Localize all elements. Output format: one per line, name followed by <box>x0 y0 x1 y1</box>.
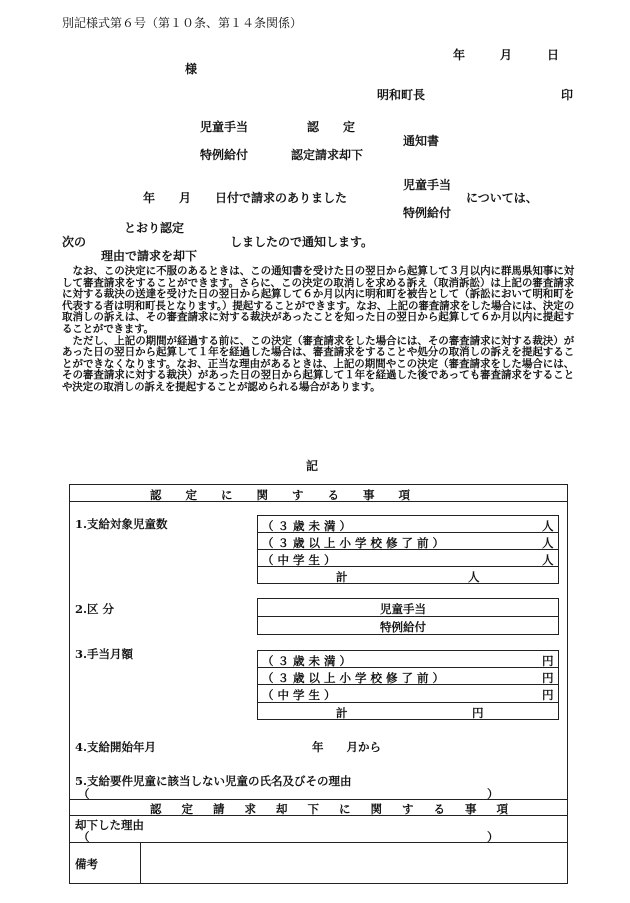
item5-paren-close: ） <box>487 787 499 801</box>
body-regarding: については、 <box>466 191 538 205</box>
item3-row-under12: （３歳以上小学校修了前） <box>262 671 448 685</box>
header-reject: 認定請求却下に関する事項 <box>150 802 528 816</box>
header-approval: 認定に関する事項 <box>150 488 434 502</box>
divider <box>69 501 568 502</box>
divider <box>140 842 141 884</box>
item1-row-under12: （３歳以上小学校修了前） <box>262 536 448 550</box>
remarks-label: 備考 <box>75 857 98 871</box>
item1-label: 1.支給対象児童数 <box>75 517 168 531</box>
reject-paren-close: ） <box>487 830 499 844</box>
reject-paren-open: （ <box>78 830 90 844</box>
body-date-part: 年 月 日付で請求のありました <box>143 191 348 205</box>
divider <box>69 799 568 800</box>
body-option-bottom: 理由で請求を却下 <box>101 249 198 263</box>
addressee: 様 <box>185 62 198 76</box>
item3-label: 3.手当月額 <box>75 647 134 661</box>
item1-unit-1: 人 <box>542 519 554 533</box>
item1-unit-3: 人 <box>542 553 554 567</box>
body-allowance-top: 児童手当 <box>403 178 452 192</box>
item1-total: 計 <box>336 570 348 584</box>
ki-mark: 記 <box>306 459 319 473</box>
body-option-top: とおり認定 <box>124 221 185 235</box>
item2-label: 2.区 分 <box>75 602 115 616</box>
date-month: 月 <box>500 48 513 62</box>
divider <box>69 842 568 843</box>
item4-label: 4.支給開始年月 <box>75 740 157 754</box>
item3-unit-3: 円 <box>542 688 554 702</box>
body-suffix: しましたので通知します。 <box>230 235 374 249</box>
item5-label: 5.支給要件児童に該当しない児童の氏名及びその理由 <box>75 774 352 788</box>
item5-paren-open: （ <box>78 787 90 801</box>
title-approval: 認 定 <box>307 120 356 134</box>
item1-row-under3: （３歳未満） <box>262 519 355 533</box>
body-prefix: 次の <box>62 235 87 249</box>
notice-text <box>62 266 574 394</box>
item3-row-under3: （３歳未満） <box>262 654 355 668</box>
item3-total: 計 <box>336 706 348 720</box>
title-reject: 認定請求却下 <box>291 148 364 162</box>
item3-unit-1: 円 <box>542 654 554 668</box>
item3-row-junior: （中学生） <box>262 688 340 702</box>
item1-row-junior: （中学生） <box>262 553 340 567</box>
seal: 印 <box>561 88 574 102</box>
item4-value: 年 月から <box>312 740 381 754</box>
item3-total-unit: 円 <box>472 706 484 720</box>
issuer: 明和町長 <box>377 88 426 102</box>
date-year: 年 <box>453 48 466 62</box>
reject-reason-label: 却下した理由 <box>75 818 144 832</box>
notice-paragraph-1: なお、この決定に不服のあるときは、この通知書を受けた日の翌日から起算して３月以内に群馬県知事に対して審査請求をすることができます。さらに、この決定の取消しを求める訴え（取消訴訟）は上記の審査請求に対する裁決の送達を受けた日の翌日から起算して６か月以内に明和町を被告として（訴訟において明和町を代表する者は明和町長となります。）提起することができます。なお、上記の審査請求をした場合には、決定の取消しの訴えは、その審査請求に対する裁決があったことを知った日の翌日から起算して６か月以内に提起することができます。 <box>62 265 574 335</box>
item1-unit-2: 人 <box>542 536 554 550</box>
item1-total-unit: 人 <box>468 570 480 584</box>
item3-unit-2: 円 <box>542 671 554 685</box>
title-special: 特例給付 <box>200 148 249 162</box>
date-day: 日 <box>547 48 560 62</box>
title-suffix: 通知書 <box>403 134 440 148</box>
item2-allowance: 児童手当 <box>380 602 426 616</box>
form-label: 別記様式第６号（第１０条、第１４条関係） <box>62 16 303 30</box>
title-allowance: 児童手当 <box>200 120 249 134</box>
item2-special: 特例給付 <box>380 620 426 634</box>
body-allowance-bottom: 特例給付 <box>403 206 452 220</box>
divider <box>69 815 568 816</box>
notice-paragraph-2: ただし、上記の期間が経過する前に、この決定（審査請求をした場合には、その審査請求に対する裁決）があった日の翌日から起算して１年を経過した場合は、審査請求をすることや処分の取消しの訴えを提起することができなくなります。なお、正当な理由があるときは、上記の期間やこの決定（審査請求をした場合には、その審査請求に対する裁決）があった日の翌日から起算して１年を経過した後であっても審査請求をすることや決定の取消しの訴えを提起することが認められる場合があります。 <box>62 334 574 393</box>
